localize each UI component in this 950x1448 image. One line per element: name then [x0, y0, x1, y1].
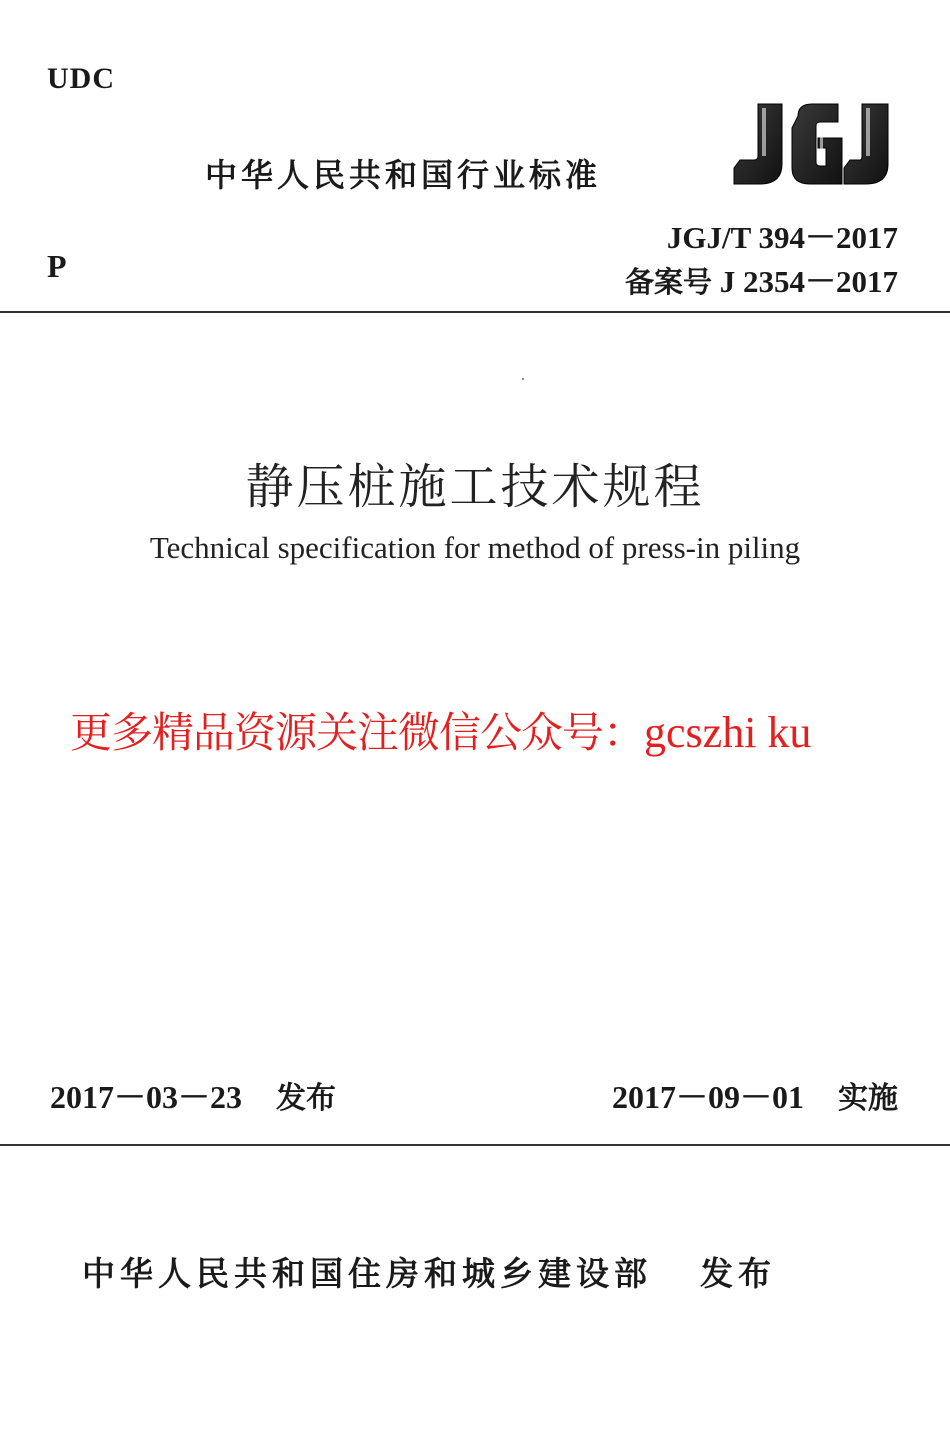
category-label: P [47, 248, 67, 284]
footer-divider [0, 1144, 950, 1146]
effective-date: 2017－09－01 [611, 1079, 804, 1115]
promo-watermark [70, 700, 811, 760]
issue-label: 发布 [276, 1081, 337, 1116]
publisher-line [82, 1248, 776, 1295]
publisher-name: 中华人民共和国住房和城乡建设部 [82, 1254, 652, 1293]
record-number-line [625, 256, 898, 301]
standard-type: 中华人民共和国行业标准 [205, 156, 602, 194]
effective-date-block [612, 1072, 898, 1118]
promo-text: 更多精品资源关注微信公众号： [70, 708, 645, 757]
publisher-action: 发布 [700, 1254, 776, 1293]
record-label: 备案号 [624, 265, 712, 299]
title-chinese: 静压桩施工技术规程 [245, 459, 705, 515]
effective-label: 实施 [838, 1081, 898, 1116]
promo-account: gcszhi ku [644, 708, 812, 757]
udc-label: UDC [47, 62, 115, 95]
standard-number: JGJ/T 394－2017 [666, 220, 898, 255]
header-divider [0, 311, 950, 313]
title-english: Technical specification for method of press-in piling [149, 530, 801, 565]
issue-date: 2017－03－23 [50, 1079, 243, 1115]
issue-date-block [50, 1072, 336, 1118]
jgj-logo [726, 98, 901, 190]
record-number: J 2354－2017 [719, 264, 898, 299]
print-speck [522, 378, 524, 380]
